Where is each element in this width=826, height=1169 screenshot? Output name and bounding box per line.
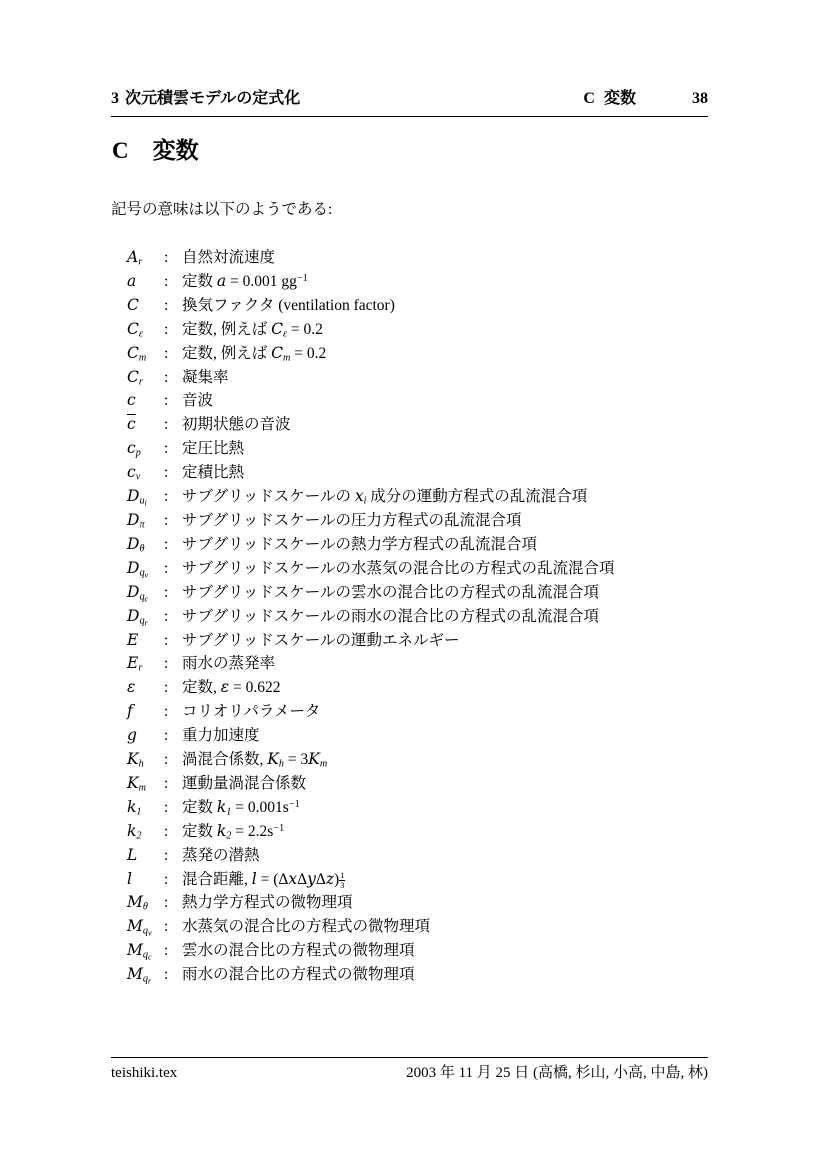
colon-separator: : <box>164 655 169 673</box>
symbol-cell: a <box>127 271 137 290</box>
page-header <box>111 90 708 117</box>
colon-separator: : <box>164 272 169 290</box>
symbol-cell: g <box>127 726 137 745</box>
colon-separator: : <box>164 368 169 386</box>
colon-separator: : <box>164 488 169 506</box>
symbol-row <box>127 605 614 629</box>
definition-cell: サブグリッドスケールの xi 成分の運動方程式の乱流混合項 <box>182 487 588 507</box>
symbol-row <box>127 676 614 700</box>
colon-separator: : <box>164 320 169 338</box>
symbol-cell: k2 <box>127 821 142 842</box>
footer-date-authors: 2003 年 11 月 25 日 (高橋, 杉山, 小高, 中島, 林) <box>406 1065 708 1081</box>
definition-cell: 重力加速度 <box>182 727 260 745</box>
symbol-cell: Mθ <box>127 893 148 914</box>
header-section-label <box>583 90 708 108</box>
symbol-row <box>127 915 614 939</box>
definition-cell: 定数, 例えば Cε = 0.2 <box>182 319 323 340</box>
header-chapter-title <box>111 90 300 108</box>
symbol-row <box>127 342 614 366</box>
colon-separator: : <box>164 464 169 482</box>
symbol-cell: cp <box>127 439 141 459</box>
header-chapter-text: 次元積雲モデルの定式化 <box>125 90 301 107</box>
colon-separator: : <box>164 822 169 840</box>
definition-cell: サブグリッドスケールの雲水の混合比の方程式の乱流混合項 <box>182 583 599 601</box>
symbol-row <box>127 939 614 963</box>
definition-cell: 初期状態の音波 <box>182 416 291 434</box>
colon-separator: : <box>164 249 169 266</box>
definition-cell: 定積比熱 <box>182 464 245 482</box>
header-chapter-number: 3 <box>111 90 119 107</box>
colon-separator: : <box>164 703 169 721</box>
symbol-row <box>127 509 614 533</box>
definition-cell: 定数, 例えば Cm = 0.2 <box>182 343 327 364</box>
definition-cell: 凝集率 <box>182 368 229 386</box>
symbol-cell: Er <box>127 654 143 674</box>
section-number: C <box>112 138 129 163</box>
definition-cell: 定数, ε = 0.622 <box>182 678 281 697</box>
symbol-row <box>127 366 614 390</box>
symbol-cell: $Dq_v$ <box>127 558 149 580</box>
definition-cell: 定数 a = 0.001 $gg^{-1}$ <box>182 271 308 290</box>
symbol-cell: $Mq_c$ <box>127 941 152 962</box>
symbol-cell: Km <box>127 773 146 794</box>
colon-separator: : <box>164 607 169 625</box>
symbol-cell: $Dq_r$ <box>127 606 148 628</box>
symbol-row <box>127 652 614 676</box>
symbol-cell: c <box>127 391 136 410</box>
colon-separator: : <box>164 942 169 960</box>
symbol-cell: Dπ <box>127 510 145 531</box>
colon-separator: : <box>164 344 169 362</box>
definition-cell: 渦混合係数, Kh = 3Km <box>182 750 328 770</box>
page-number: 38 <box>692 90 708 107</box>
symbol-row <box>127 700 614 724</box>
definition-cell: サブグリッドスケールの圧力方程式の乱流混合項 <box>182 511 522 529</box>
colon-separator: : <box>164 846 169 864</box>
colon-separator: : <box>164 392 169 410</box>
definition-cell: 定数 $k1 = 0.001s^{-1}$ <box>182 797 300 818</box>
symbol-cell: $Du_i$ <box>127 487 147 508</box>
colon-separator: : <box>164 774 169 792</box>
symbol-row <box>127 485 614 509</box>
colon-separator: : <box>164 679 169 697</box>
colon-separator: : <box>164 894 169 912</box>
colon-separator: : <box>164 751 169 769</box>
symbol-cell: $\overline{c}$ <box>127 415 136 434</box>
symbol-cell: Cε <box>127 319 143 340</box>
definition-cell: 水蒸気の混合比の方程式の微物理項 <box>182 918 431 936</box>
symbol-row <box>127 413 614 437</box>
colon-separator: : <box>164 416 169 434</box>
definition-cell: 自然対流速度 <box>182 249 276 266</box>
symbol-table-body <box>127 246 614 987</box>
symbol-row <box>127 796 614 820</box>
symbol-cell: $Mq_r$ <box>127 965 152 986</box>
definition-cell: 雨水の混合比の方程式の微物理項 <box>182 966 415 984</box>
symbol-cell: ε <box>127 678 136 697</box>
symbol-cell: Ar <box>127 248 143 268</box>
symbol-cell: Kh <box>127 750 144 770</box>
definition-cell: 換気ファクタ (ventilation factor) <box>182 296 395 314</box>
symbol-row <box>127 891 614 915</box>
colon-separator: : <box>164 535 169 553</box>
symbol-cell: Cr <box>127 367 143 388</box>
colon-separator: : <box>164 296 169 314</box>
symbol-cell: Dθ <box>127 534 145 555</box>
header-section-name: 変数 <box>603 90 636 107</box>
definition-cell: 蒸発の潜熱 <box>182 846 260 864</box>
fraction-exponent: $\frac{1}{3}$ <box>340 869 345 890</box>
symbol-row <box>127 724 614 748</box>
colon-separator: : <box>164 440 169 458</box>
section-heading <box>112 138 199 163</box>
symbol-row <box>127 294 614 318</box>
definition-cell: サブグリッドスケールの水蒸気の混合比の方程式の乱流混合項 <box>182 559 615 577</box>
symbol-row <box>127 844 614 868</box>
symbol-row <box>127 533 614 557</box>
symbol-row <box>127 437 614 461</box>
symbol-row <box>127 772 614 796</box>
definition-cell: 雨水の蒸発率 <box>182 655 276 673</box>
definition-cell: コリオリパラメータ <box>182 703 321 721</box>
colon-separator: : <box>164 631 169 649</box>
symbol-row <box>127 557 614 581</box>
symbol-cell: $Mq_v$ <box>127 917 152 938</box>
symbol-cell: cv <box>127 463 141 483</box>
symbol-row <box>127 820 614 844</box>
definition-cell: 熱力学方程式の微物理項 <box>182 894 353 912</box>
definition-cell: サブグリッドスケールの熱力学方程式の乱流混合項 <box>182 535 537 553</box>
page-footer <box>111 1057 708 1082</box>
definition-cell: サブグリッドスケールの運動エネルギー <box>182 631 460 649</box>
definition-cell: サブグリッドスケールの雨水の混合比の方程式の乱流混合項 <box>182 607 599 625</box>
symbol-cell: $Dq_c$ <box>127 582 149 604</box>
definition-cell: 定数 $k2 = 2.2s^{-1}$ <box>182 821 285 842</box>
symbol-definition-table <box>127 246 614 987</box>
symbol-cell: Cm <box>127 343 147 364</box>
symbol-row <box>127 461 614 485</box>
definition-cell: 定圧比熱 <box>182 440 245 458</box>
symbol-cell: E <box>127 630 139 649</box>
symbol-cell: k1 <box>127 797 142 818</box>
symbol-cell: f <box>127 702 133 721</box>
symbol-row <box>127 246 614 270</box>
symbol-row <box>127 389 614 413</box>
symbol-cell: l <box>127 869 132 888</box>
symbol-row <box>127 270 614 294</box>
symbol-cell: L <box>127 845 138 864</box>
colon-separator: : <box>164 798 169 816</box>
definition-cell: 混合距離, l = (ΔxΔyΔz) $\frac{1}{3}$ <box>182 869 345 890</box>
colon-separator: : <box>164 727 169 745</box>
symbol-row <box>127 318 614 342</box>
colon-separator: : <box>164 870 169 888</box>
symbol-row <box>127 629 614 653</box>
colon-separator: : <box>164 918 169 936</box>
colon-separator: : <box>164 583 169 601</box>
definition-cell: 運動量渦混合係数 <box>182 774 307 792</box>
symbol-row <box>127 868 614 892</box>
symbol-row <box>127 963 614 987</box>
symbol-row <box>127 581 614 605</box>
colon-separator: : <box>164 511 169 529</box>
symbol-row <box>127 748 614 772</box>
definition-cell: 雲水の混合比の方程式の微物理項 <box>182 942 415 960</box>
definition-cell: 音波 <box>182 392 214 410</box>
footer-filename: teishiki.tex <box>111 1065 178 1081</box>
colon-separator: : <box>164 966 169 984</box>
symbol-cell: C <box>127 295 139 314</box>
section-title-text: 変数 <box>152 137 199 163</box>
colon-separator: : <box>164 559 169 577</box>
intro-sentence: 記号の意味は以下のようである: <box>111 201 333 218</box>
header-section-letter: C <box>583 90 595 107</box>
